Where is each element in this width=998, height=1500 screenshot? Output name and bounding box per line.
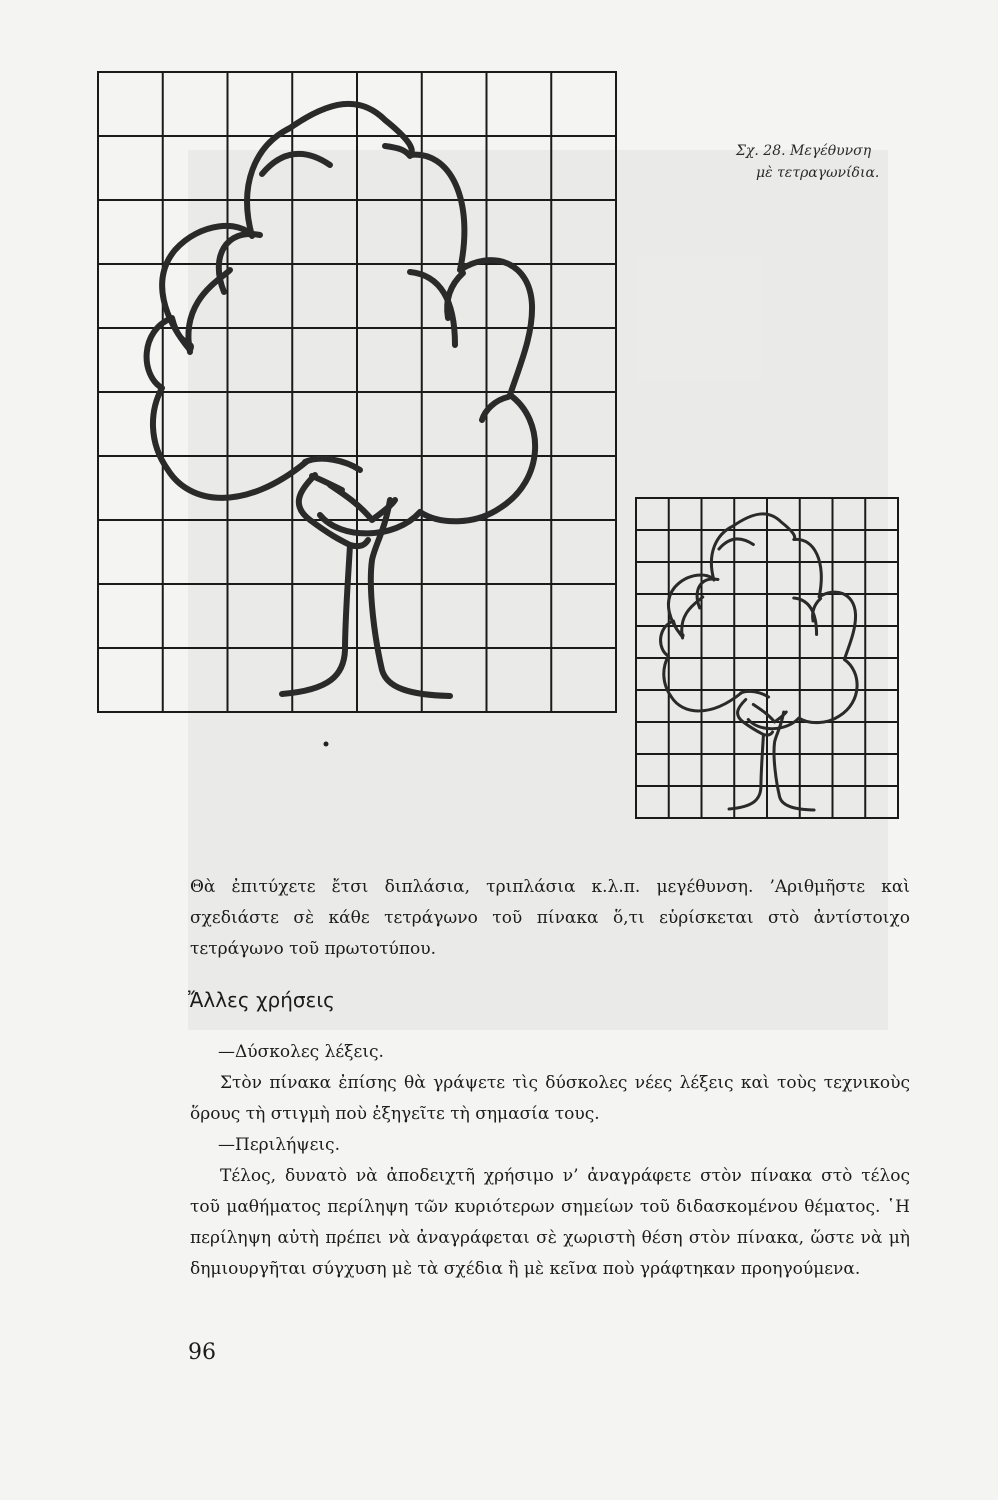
caption-line-2: μὲ τετραγωνίδια. (756, 165, 880, 181)
item-2-text: Τέλος, δυνατὸ νὰ ἀποδειχτῆ χρήσιμο ν’ ἀναγράφετε στὸν πίνακα στὸ τέλος τοῦ μαθήματος περίληψη τῶν κυριότερων σημείων τοῦ διδασκομένου θέματος. ῾Η περίληψη αὐτὴ πρέπει νὰ ἀναγράφεται σὲ χωριστὴ θέση στὸν πίνακα, ὥστε νὰ μὴ δημιουργῆται σύγχυση μὲ τὰ σχέδια ἢ μὲ κεῖνα ποὺ γράφτηκαν προηγούμενα. (190, 1166, 910, 1279)
item-2-title: —Περιλήψεις. (218, 1135, 340, 1155)
stray-dot (324, 742, 329, 747)
large-grid (98, 72, 616, 712)
large-tree-drawing (147, 104, 536, 696)
item-1-text: Στὸν πίνακα ἐπίσης θὰ γράψετε τὶς δύσκολες νέες λέξεις καὶ τοὺς τεχνικοὺς ὅρους τὴ στιγμὴ ποὺ ἐξηγεῖτε τὴ σημασία τους. (190, 1073, 910, 1124)
section-heading: Ἄλλες χρήσεις (188, 988, 335, 1012)
paragraph-1: Θὰ ἐπιτύχετε ἔτσι διπλάσια, τριπλάσια κ.λ.π. μεγέθυνση. ’Αριθμῆστε καὶ σχεδιάστε σὲ κάθε τετράγωνο τοῦ πίνακα ὅ,τι εὑρίσκεται στὸ ἀντίστοιχο τετράγωνο τοῦ πρωτοτύπου. (190, 877, 910, 959)
caption-line-1: Σχ. 28. Μεγέθυνση (736, 143, 872, 159)
section-body (190, 1037, 910, 1285)
page-number: 96 (188, 1340, 216, 1365)
small-tree-drawing (661, 514, 858, 810)
item-1-title: —Δύσκολες λέξεις. (218, 1042, 384, 1062)
small-grid (636, 498, 898, 818)
figure-caption (736, 140, 956, 184)
